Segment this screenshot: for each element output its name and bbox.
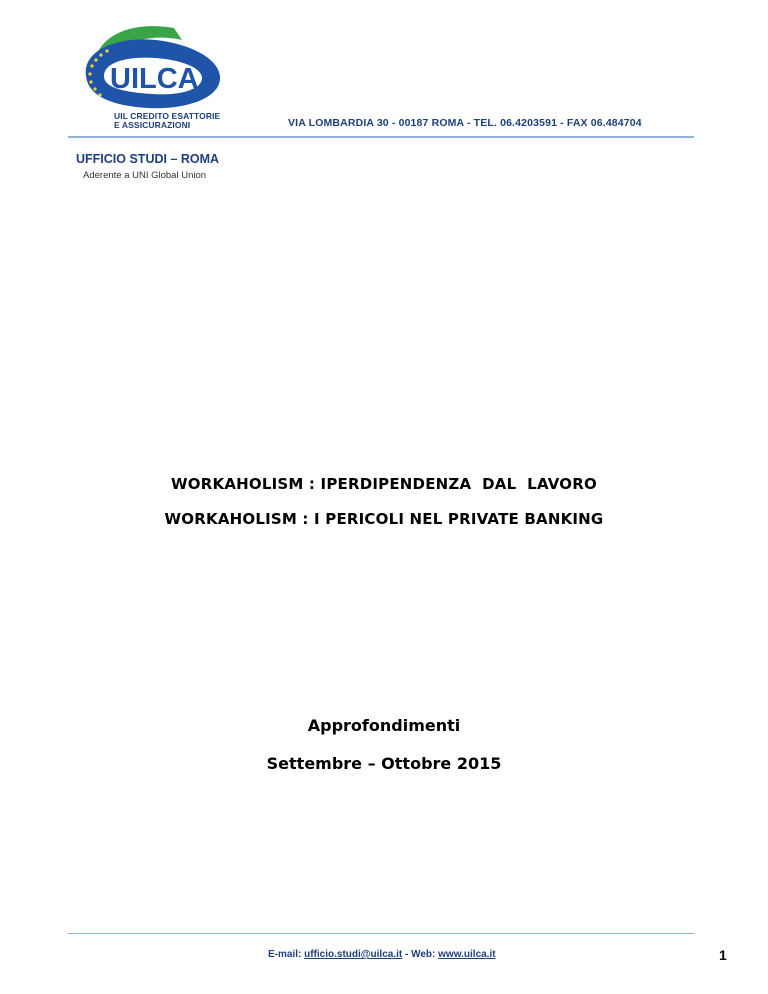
office-title: UFFICIO STUDI – ROMA [76,152,220,166]
footer-email-label: E-mail: [268,949,302,960]
footer-divider [68,933,694,934]
document-title-line2: WORKAHOLISM : I PERICOLI NEL PRIVATE BANKING [164,510,604,528]
logo-wordmark: UILCA [110,63,199,95]
document-title-line1: WORKAHOLISM : IPERDIPENDENZA DAL LAVORO [171,475,597,493]
logo-tagline-line1: UIL CREDITO ESATTORIE [114,111,221,121]
footer-email-link[interactable]: ufficio.studi@uilca.it [304,949,403,960]
uilca-logo [78,18,228,133]
footer-web-link[interactable]: www.uilca.it [438,949,496,960]
document-period: Settembre – Ottobre 2015 [266,754,502,773]
document-category: Approfondimenti [307,716,461,735]
footer-web-label: Web: [411,949,436,960]
header-divider [68,136,694,138]
office-subtitle: Aderente a UNI Global Union [83,170,207,181]
footer-contacts [268,949,496,960]
logo-tagline-line2: E ASSICURAZIONI [114,120,191,130]
page-number: 1 [719,947,727,963]
uilca-logo-emblem [78,18,228,118]
header-address: VIA LOMBARDIA 30 - 00187 ROMA - TEL. 06.4203591 - FAX 06.484704 [288,117,642,129]
footer-separator: - [402,949,412,960]
logo-tagline [114,112,220,130]
